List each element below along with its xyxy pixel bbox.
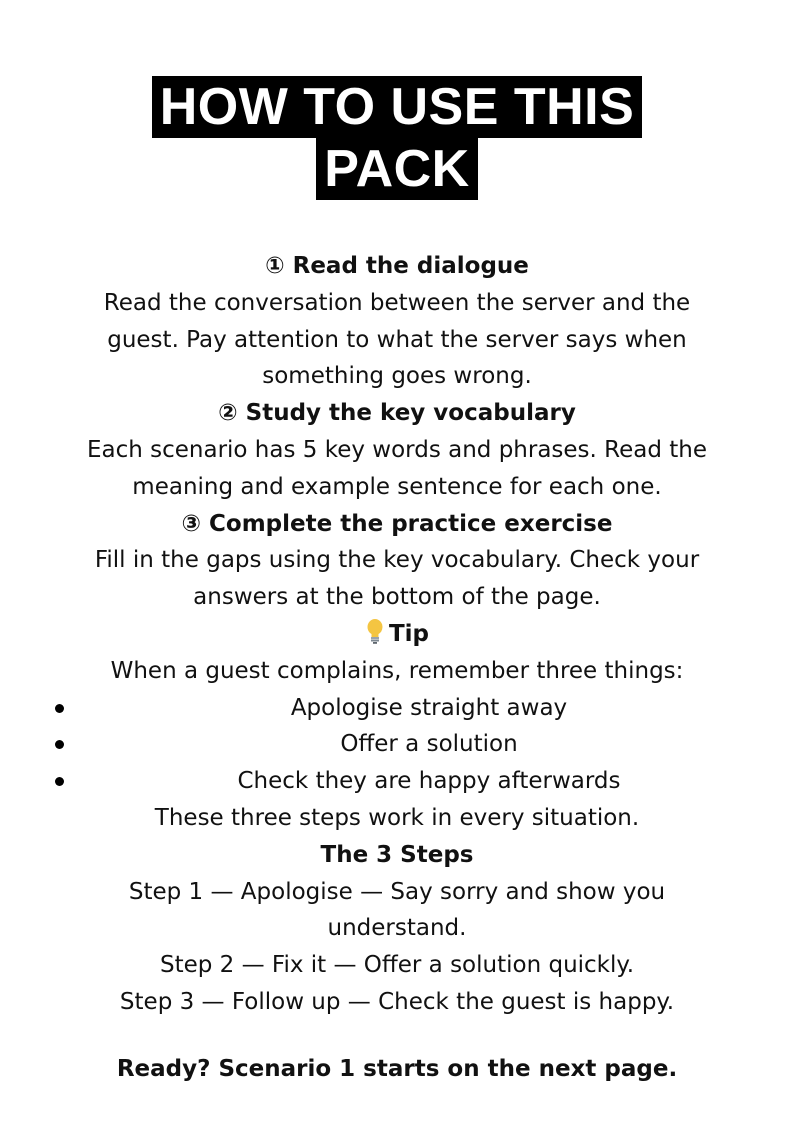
vocab-heading (0, 395, 794, 432)
tip-intro: When a guest complains, remember three things: (110, 657, 684, 684)
exercise-text-line-1: Fill in the gaps using the key vocabulary. Check your (94, 547, 700, 574)
title-line-1: HOW TO USE THIS (152, 76, 643, 138)
footer-note: Ready? Scenario 1 starts on the next page. (116, 1056, 678, 1082)
vocab-text-line-1: Each scenario has 5 key words and phrases. Read the (86, 436, 708, 463)
list-item (0, 690, 794, 727)
read-heading-text: Read the dialogue (292, 253, 529, 279)
read-text-line-3: something goes wrong. (262, 363, 532, 390)
vocab-text-line-2: meaning and example sentence for each one. (132, 473, 662, 500)
vocab-heading-text: Study the key vocabulary (245, 400, 576, 427)
exercise-heading-text: Complete the practice exercise (209, 510, 613, 537)
exercise-text-line-2: answers at the bottom of the page. (193, 584, 601, 611)
list-item-text: Apologise straight away (290, 694, 568, 721)
list-item (0, 763, 794, 800)
instructions-body (0, 248, 794, 1021)
steps-heading: The 3 Steps (320, 841, 474, 868)
bullet-icon (55, 777, 64, 786)
page-title (0, 76, 794, 200)
lightbulb-icon (365, 618, 385, 644)
list-item-text: Check they are happy afterwards (237, 768, 621, 795)
tip-heading-text: Tip (388, 620, 430, 647)
list-item-text: Offer a solution (340, 731, 518, 758)
read-heading (0, 248, 794, 285)
step-number-2: ② (218, 400, 238, 427)
bullet-icon (55, 740, 64, 749)
step-1-line-2: understand. (327, 915, 467, 942)
exercise-heading (0, 506, 794, 543)
read-text-line-2: guest. Pay attention to what the server says when (107, 326, 687, 353)
tip-heading (0, 616, 794, 653)
step-number-1: ① (265, 253, 285, 279)
bullet-icon (55, 704, 64, 713)
tip-outro: These three steps work in every situation. (154, 804, 640, 831)
list-item (0, 726, 794, 763)
step-3: Step 3 — Follow up — Check the guest is happy. (119, 988, 675, 1015)
step-2: Step 2 — Fix it — Offer a solution quickly. (159, 952, 635, 979)
read-text-line-1: Read the conversation between the server and the (103, 289, 691, 316)
step-number-3: ③ (181, 510, 202, 537)
title-line-2: PACK (316, 138, 477, 200)
step-1-line-1: Step 1 — Apologise — Say sorry and show you (128, 878, 666, 905)
